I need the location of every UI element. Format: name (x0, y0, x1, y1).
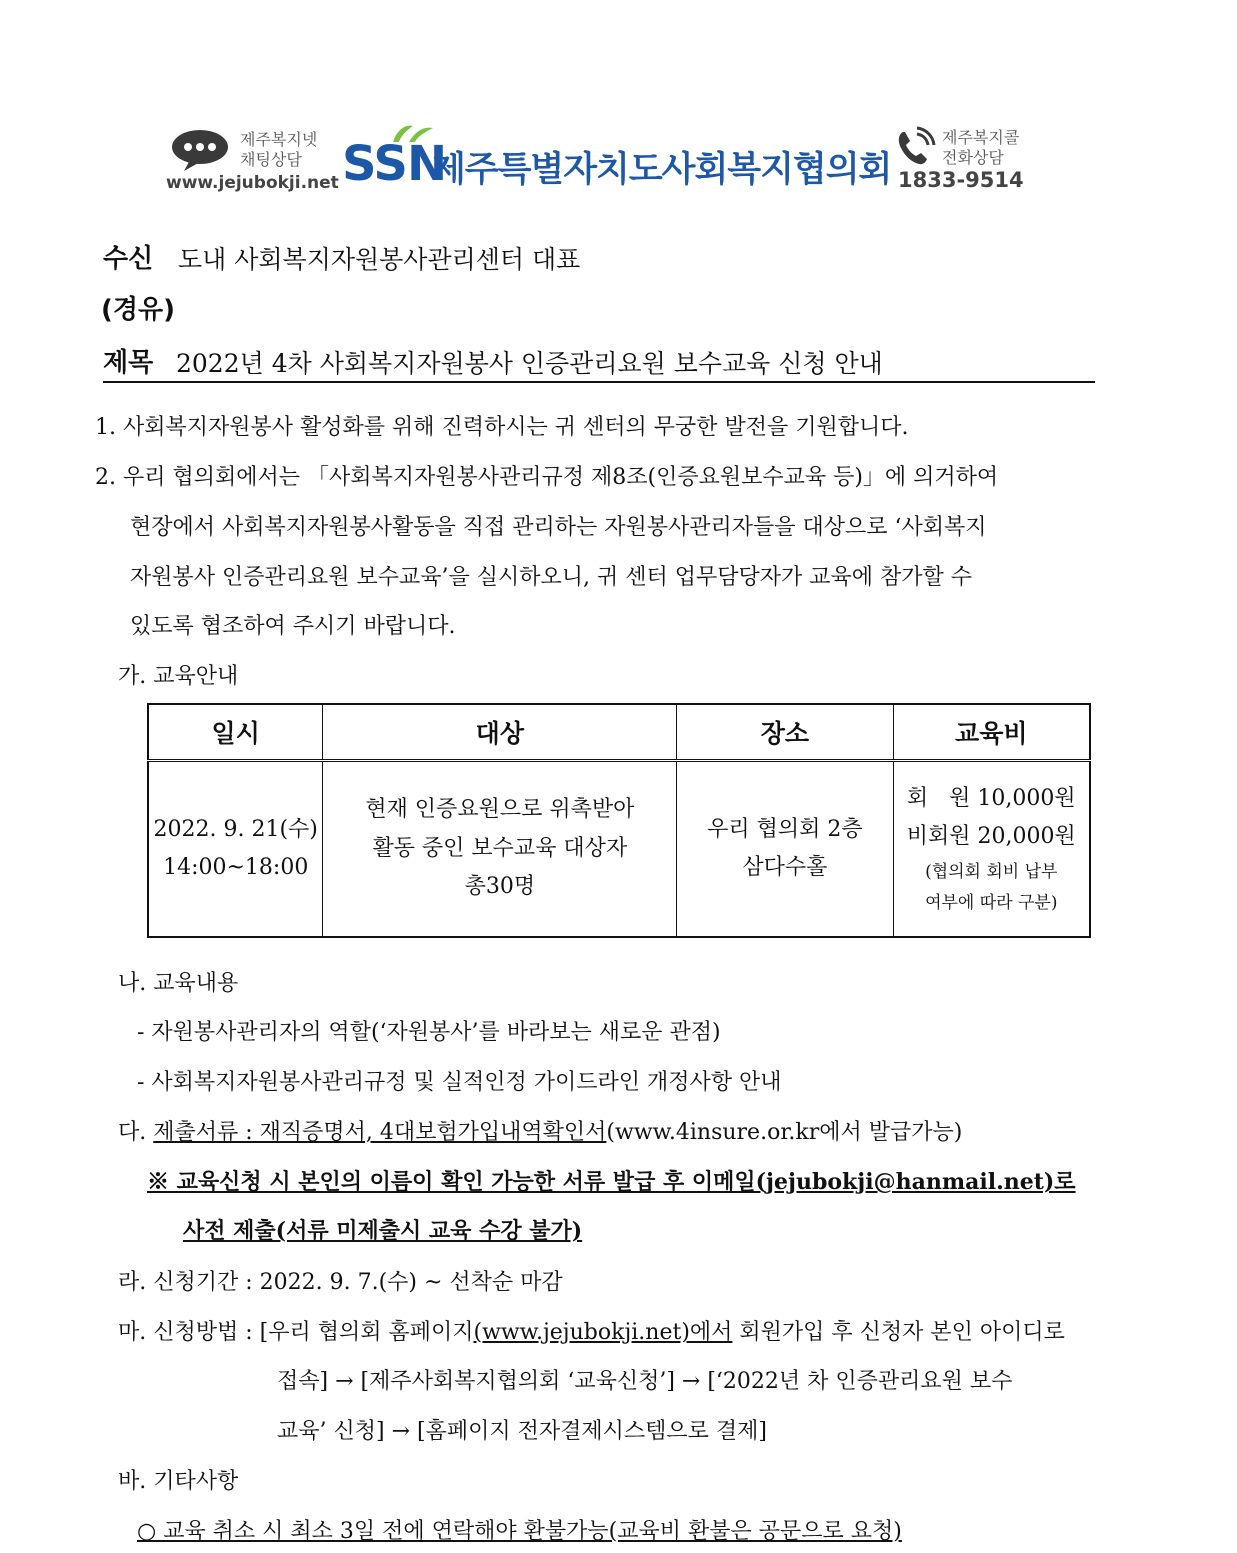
date-value: 2022. 9. 21(수) (153, 816, 318, 842)
fee-note-1: (협의회 회비 납부 (925, 861, 1058, 882)
fee-member: 회 원 10,000원 (906, 785, 1076, 811)
call-label-2: 전화상담 (942, 148, 1004, 167)
phone-number: 1833-9514 (898, 168, 1024, 192)
paragraph-2-line-1: 2. 우리 협의회에서는 「사회복지자원봉사관리규정 제8조(인증요원보수교육 등)」에 의거하여 (95, 465, 999, 490)
chat-bubble-icon (170, 128, 234, 172)
ba-item: ○ 교육 취소 시 최소 3일 전에 연락해야 환불가능(교육비 환불은 공문으로 요청) (137, 1519, 902, 1544)
target-line-3: 총30명 (464, 874, 536, 900)
section-na-heading: 나. 교육내용 (118, 971, 239, 996)
call-label-1: 제주복지콜 (942, 128, 1020, 147)
subject-divider (103, 381, 1095, 383)
chat-label-2: 채팅상담 (240, 150, 302, 169)
cell-target (323, 761, 677, 938)
da-prefix: 다. (118, 1120, 154, 1145)
section-ba-heading: 바. 기타사항 (118, 1469, 239, 1494)
org-name: 제주특별자치도사회복지협의회 (432, 150, 892, 190)
na-item-2: - 사회복지자원봉사관리규정 및 실적인정 가이드라인 개정사항 안내 (137, 1070, 782, 1095)
paragraph-1: 1. 사회복지자원봉사 활성화를 위해 진력하시는 귀 센터의 무궁한 발전을 기원합니다. (95, 415, 909, 440)
header-target: 대상 (323, 704, 677, 761)
website-url[interactable]: www.jejubokji.net (166, 173, 339, 193)
subject-value: 2022년 4차 사회복지자원봉사 인증관리요원 보수교육 신청 안내 (176, 349, 883, 378)
subject-label: 제목 (103, 348, 154, 378)
paragraph-2-line-3: 자원봉사 인증관리요원 보수교육’을 실시하오니, 귀 센터 업무담당자가 교육에 참가할 수 (130, 565, 972, 590)
section-ma-line-2: 접속] → [제주사회복지협의회 ‘교육신청’] → [‘2022년 차 인증관리요원 보수 (277, 1369, 1013, 1394)
ma-step-b: 회원가입 후 신청자 본인 아이디로 (732, 1320, 1065, 1345)
ma-homepage-link[interactable]: (www.jejubokji.net)에서 (473, 1320, 733, 1345)
da-insure-note: (www.4insure.or.kr에서 발급가능) (606, 1120, 963, 1145)
ma-step-a: [우리 협의회 홈페이지 (259, 1320, 474, 1345)
paragraph-2-line-2: 현장에서 사회복지자원봉사활동을 직접 관리하는 자원봉사관리자들을 대상으로 ‘사회복지 (130, 515, 987, 540)
phone-icon (893, 126, 937, 170)
notice-line-2: 사전 제출(서류 미제출시 교육 수강 불가) (183, 1218, 583, 1244)
cell-place (677, 761, 893, 938)
table-row (148, 761, 1090, 938)
header-date: 일시 (148, 704, 323, 761)
recipient-value: 도내 사회복지자원봉사관리센터 대표 (178, 245, 581, 274)
ma-label: 마. 신청방법 : (118, 1320, 260, 1345)
header-place: 장소 (677, 704, 893, 761)
da-documents: 제출서류 : 재직증명서, 4대보험가입내역확인서 (153, 1120, 607, 1145)
cell-fee (893, 761, 1090, 938)
ssn-logo-text: SSN (342, 136, 447, 192)
time-value: 14:00~18:00 (163, 855, 309, 880)
place-line-1: 우리 협의회 2층 (707, 816, 863, 842)
recipient-label: 수신 (103, 244, 154, 274)
section-ma-line-1 (118, 1315, 1065, 1346)
section-ma-line-3: 교육’ 신청] → [홈페이지 전자결제시스템으로 결제] (277, 1419, 767, 1444)
fee-nonmember: 비회원 20,000원 (906, 824, 1076, 850)
paragraph-2-line-4: 있도록 협조하여 주시기 바랍니다. (130, 614, 456, 639)
notice-line-1: ※ 교육신청 시 본인의 이름이 확인 가능한 서류 발급 후 이메일(jejubokji@hanmail.net)로 (147, 1169, 1076, 1195)
chat-label-1: 제주복지넷 (240, 130, 318, 149)
table-header-row (148, 704, 1090, 761)
education-info-table (147, 703, 1091, 938)
section-ra: 라. 신청기간 : 2022. 9. 7.(수) ~ 선착순 마감 (118, 1270, 563, 1295)
target-line-2: 활동 중인 보수교육 대상자 (372, 835, 628, 861)
na-item-1: - 자원봉사관리자의 역할(‘자원봉사’를 바라보는 새로운 관점) (137, 1020, 721, 1045)
fee-note-2: 여부에 따라 구분) (925, 892, 1058, 913)
section-ga-heading: 가. 교육안내 (118, 664, 239, 689)
section-da (118, 1115, 962, 1146)
cell-date (148, 761, 323, 938)
target-line-1: 현재 인증요원으로 위촉받아 (365, 797, 635, 823)
via-label: (경유) (101, 295, 175, 325)
place-line-2: 삼다수홀 (742, 855, 828, 880)
header-fee: 교육비 (893, 704, 1090, 761)
